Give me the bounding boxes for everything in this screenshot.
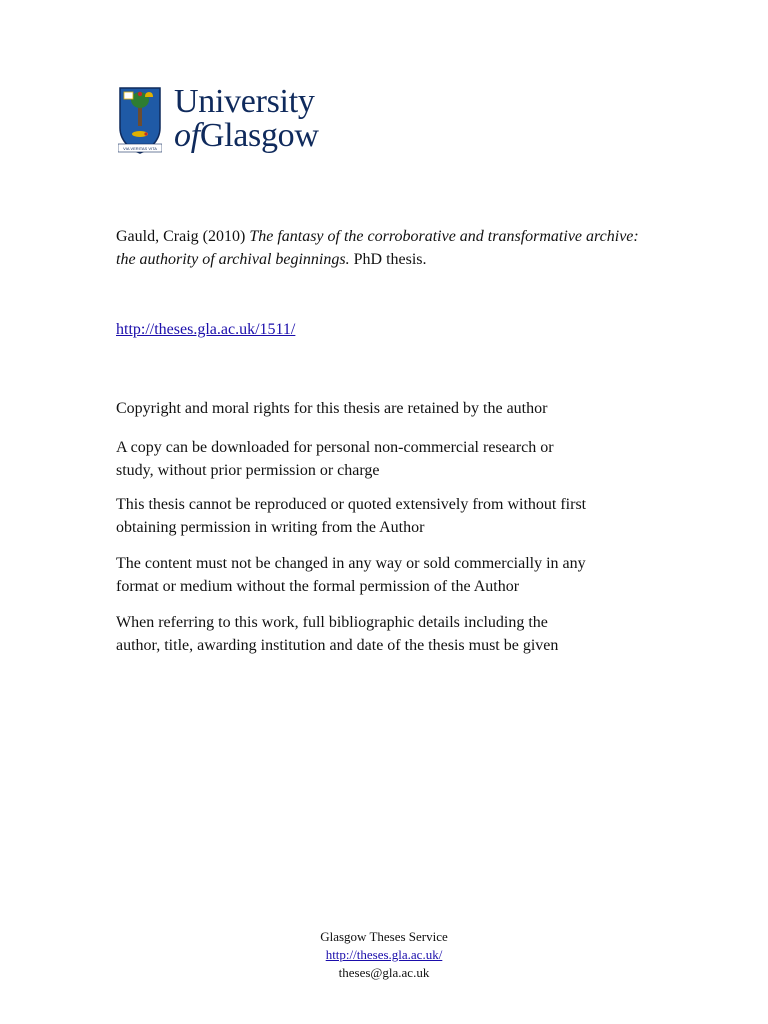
notice-content: The content must not be changed in any way or sold commercially in any format or medium without the formal permission of the Author [116,555,586,595]
university-logo [118,84,348,156]
citation-author-year: Gauld, Craig (2010) [116,228,250,245]
wordmark [174,84,319,154]
footer-link[interactable]: http://theses.gla.ac.uk/ [325,947,443,962]
citation-title: The fantasy of the corroborative and transformative archive: the authority of archival beginnings. [116,228,639,268]
footer-email: theses@gla.ac.uk [338,965,430,980]
notice-download: A copy can be downloaded for personal non-commercial research or study, without prior permission or charge [116,439,554,479]
footer-service: Glasgow Theses Service [320,929,448,944]
notice-copyright: Copyright and moral rights for this thesis are retained by the author [116,400,548,417]
wordmark-glasgow: Glasgow [199,117,319,154]
footer [0,928,768,982]
wordmark-of: of [174,117,200,154]
crest-shield-icon [118,86,162,154]
thesis-url-link[interactable]: http://theses.gla.ac.uk/1511/ [116,321,296,338]
notice-referring: When referring to this work, full bibliographic details including the author, title, awarding institution and date of the thesis must be given [116,614,559,654]
notice-reproduction: This thesis cannot be reproduced or quoted extensively from without first obtaining permission in writing from the Author [116,496,587,536]
wordmark-line2 [174,118,319,154]
citation-suffix: PhD thesis. [349,251,427,268]
motto-text: VIA VERITAS VITA [123,146,157,151]
wordmark-university: University [174,83,315,120]
citation [116,225,656,271]
